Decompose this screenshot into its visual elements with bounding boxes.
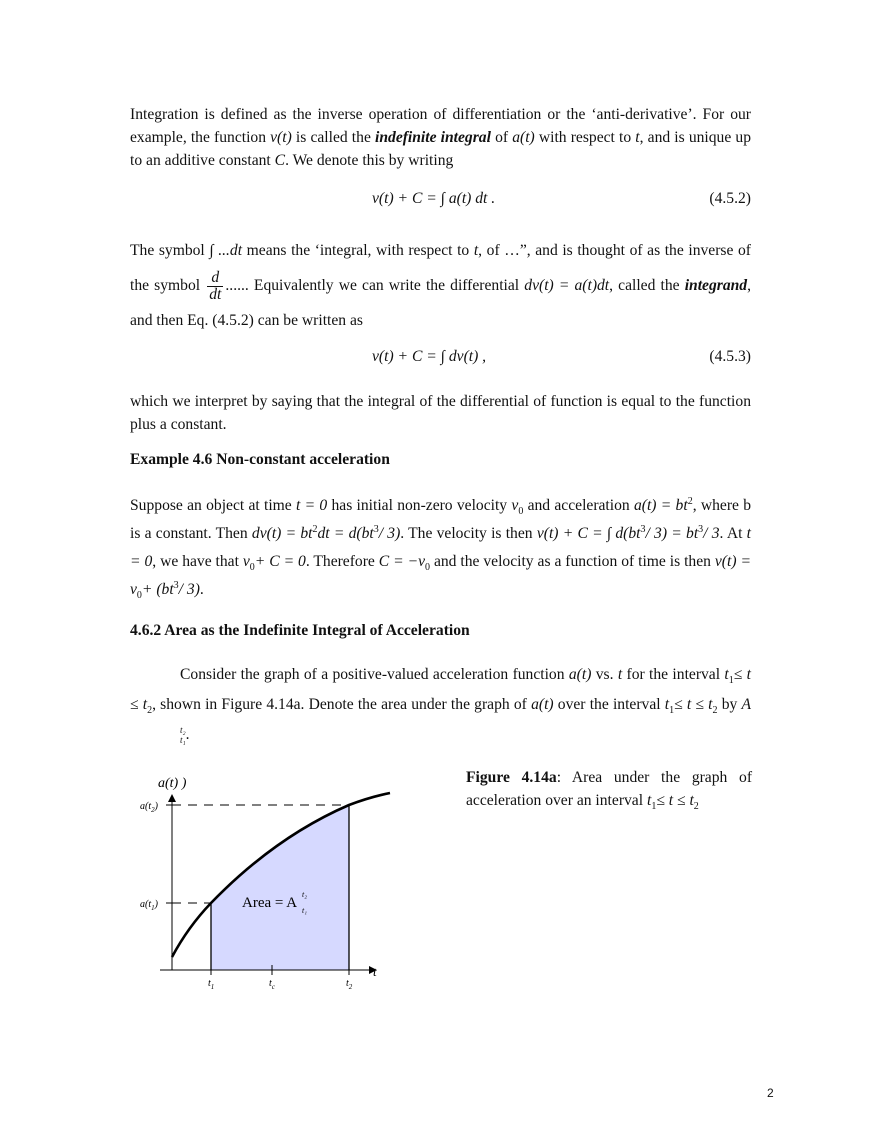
page-number: 2 bbox=[767, 1086, 774, 1100]
figure-caption: Figure 4.14a: Area under the graph of acceleration over an interval $t_1\le t \le t_2$ bbox=[466, 769, 753, 813]
term-integrand: integrand bbox=[684, 277, 748, 294]
equation-4-5-3 bbox=[130, 346, 751, 374]
equation-4-5-2 bbox=[130, 188, 751, 216]
example-heading: Example 4.6 Non-constant acceleration bbox=[130, 451, 390, 468]
paragraph-integration-definition: Integration is defined as the inverse operation of differentiation or the ‘anti-derivative’. For our example, the function v(t) is called the indefinite integral of a(t) with respect to t, and is unique up to an additive constant C. We denote this by writing bbox=[130, 106, 751, 169]
figure-caption-label: Figure 4.14a bbox=[466, 769, 557, 786]
area-label: Area = A bbox=[242, 895, 298, 911]
x-tick-label-tc: $t_c$ bbox=[269, 978, 275, 991]
figure-area-under-acceleration bbox=[130, 760, 400, 1000]
x-axis-label: t bbox=[373, 964, 377, 979]
area-label-lower-limit: t₁ bbox=[302, 906, 308, 915]
paragraph-integral-symbol: The symbol ∫ ...dt means the ‘integral, with respect to t, of …”, and is thought of as the inverse of the symbol $\frac{d}{dt}$ ...... Equivalently we can write the differential dv(t) = a(t)dt, called the integrand, and then Eq. (4.5.2) can be written as bbox=[130, 242, 752, 329]
paragraph-area-definition: Consider the graph of a positive-valued acceleration function a(t) vs. t for the interval $t_1\le t \le t_2$, shown in Figure 4.14a. Denote the area under the graph of a(t) over the interval $t_1\le t \le t_2$ by A t₂ t₁ . bbox=[130, 666, 752, 746]
fraction-d-dt: $\frac{d}{dt}$ bbox=[209, 268, 222, 303]
equation-expression: v(t) + C = ∫ a(t) dt . bbox=[372, 190, 496, 207]
x-tick-label-t2: $t_2$ bbox=[346, 978, 353, 991]
equation-number: (4.5.2) bbox=[709, 190, 751, 207]
y-tick-label-a-t1: $a(t_1)$ bbox=[140, 899, 158, 912]
paragraph-example: Suppose an object at time t = 0 has initial non-zero velocity $v_0$ and acceleration $a(t) = bt^2$, where b is a constant. Then $dv(t) = bt^2dt = d(bt^3/$ 3). The velocity is then v(t) + C = ∫ $d(bt^3/$ $3) = bt^3/$ 3. At t = 0, we have that $v_0+ C = 0$. Therefore $C = -v_0$ and the velocity as a function of time is then $v(t) = v_0+ (bt^3/$ 3). bbox=[130, 495, 752, 602]
y-axis-label: a(t) ) bbox=[158, 776, 187, 791]
y-tick-label-a-t2: $a(t_2)$ bbox=[140, 801, 158, 814]
term-indefinite-integral: indefinite integral bbox=[375, 129, 491, 146]
equation-expression: v(t) + C = ∫ dv(t) , bbox=[372, 348, 487, 365]
paragraph-interpretation: which we interpret by saying that the integral of the differential of function is equal to the function plus a constant. bbox=[130, 393, 751, 433]
x-tick-label-t1: $t_1$ bbox=[208, 978, 215, 991]
area-label-upper-limit: t₂ bbox=[302, 890, 308, 899]
shaded-area bbox=[211, 805, 349, 970]
y-axis-arrow bbox=[168, 794, 176, 802]
equation-number: (4.5.3) bbox=[709, 348, 751, 365]
section-heading: 4.6.2 Area as the Indefinite Integral of Acceleration bbox=[130, 622, 470, 639]
